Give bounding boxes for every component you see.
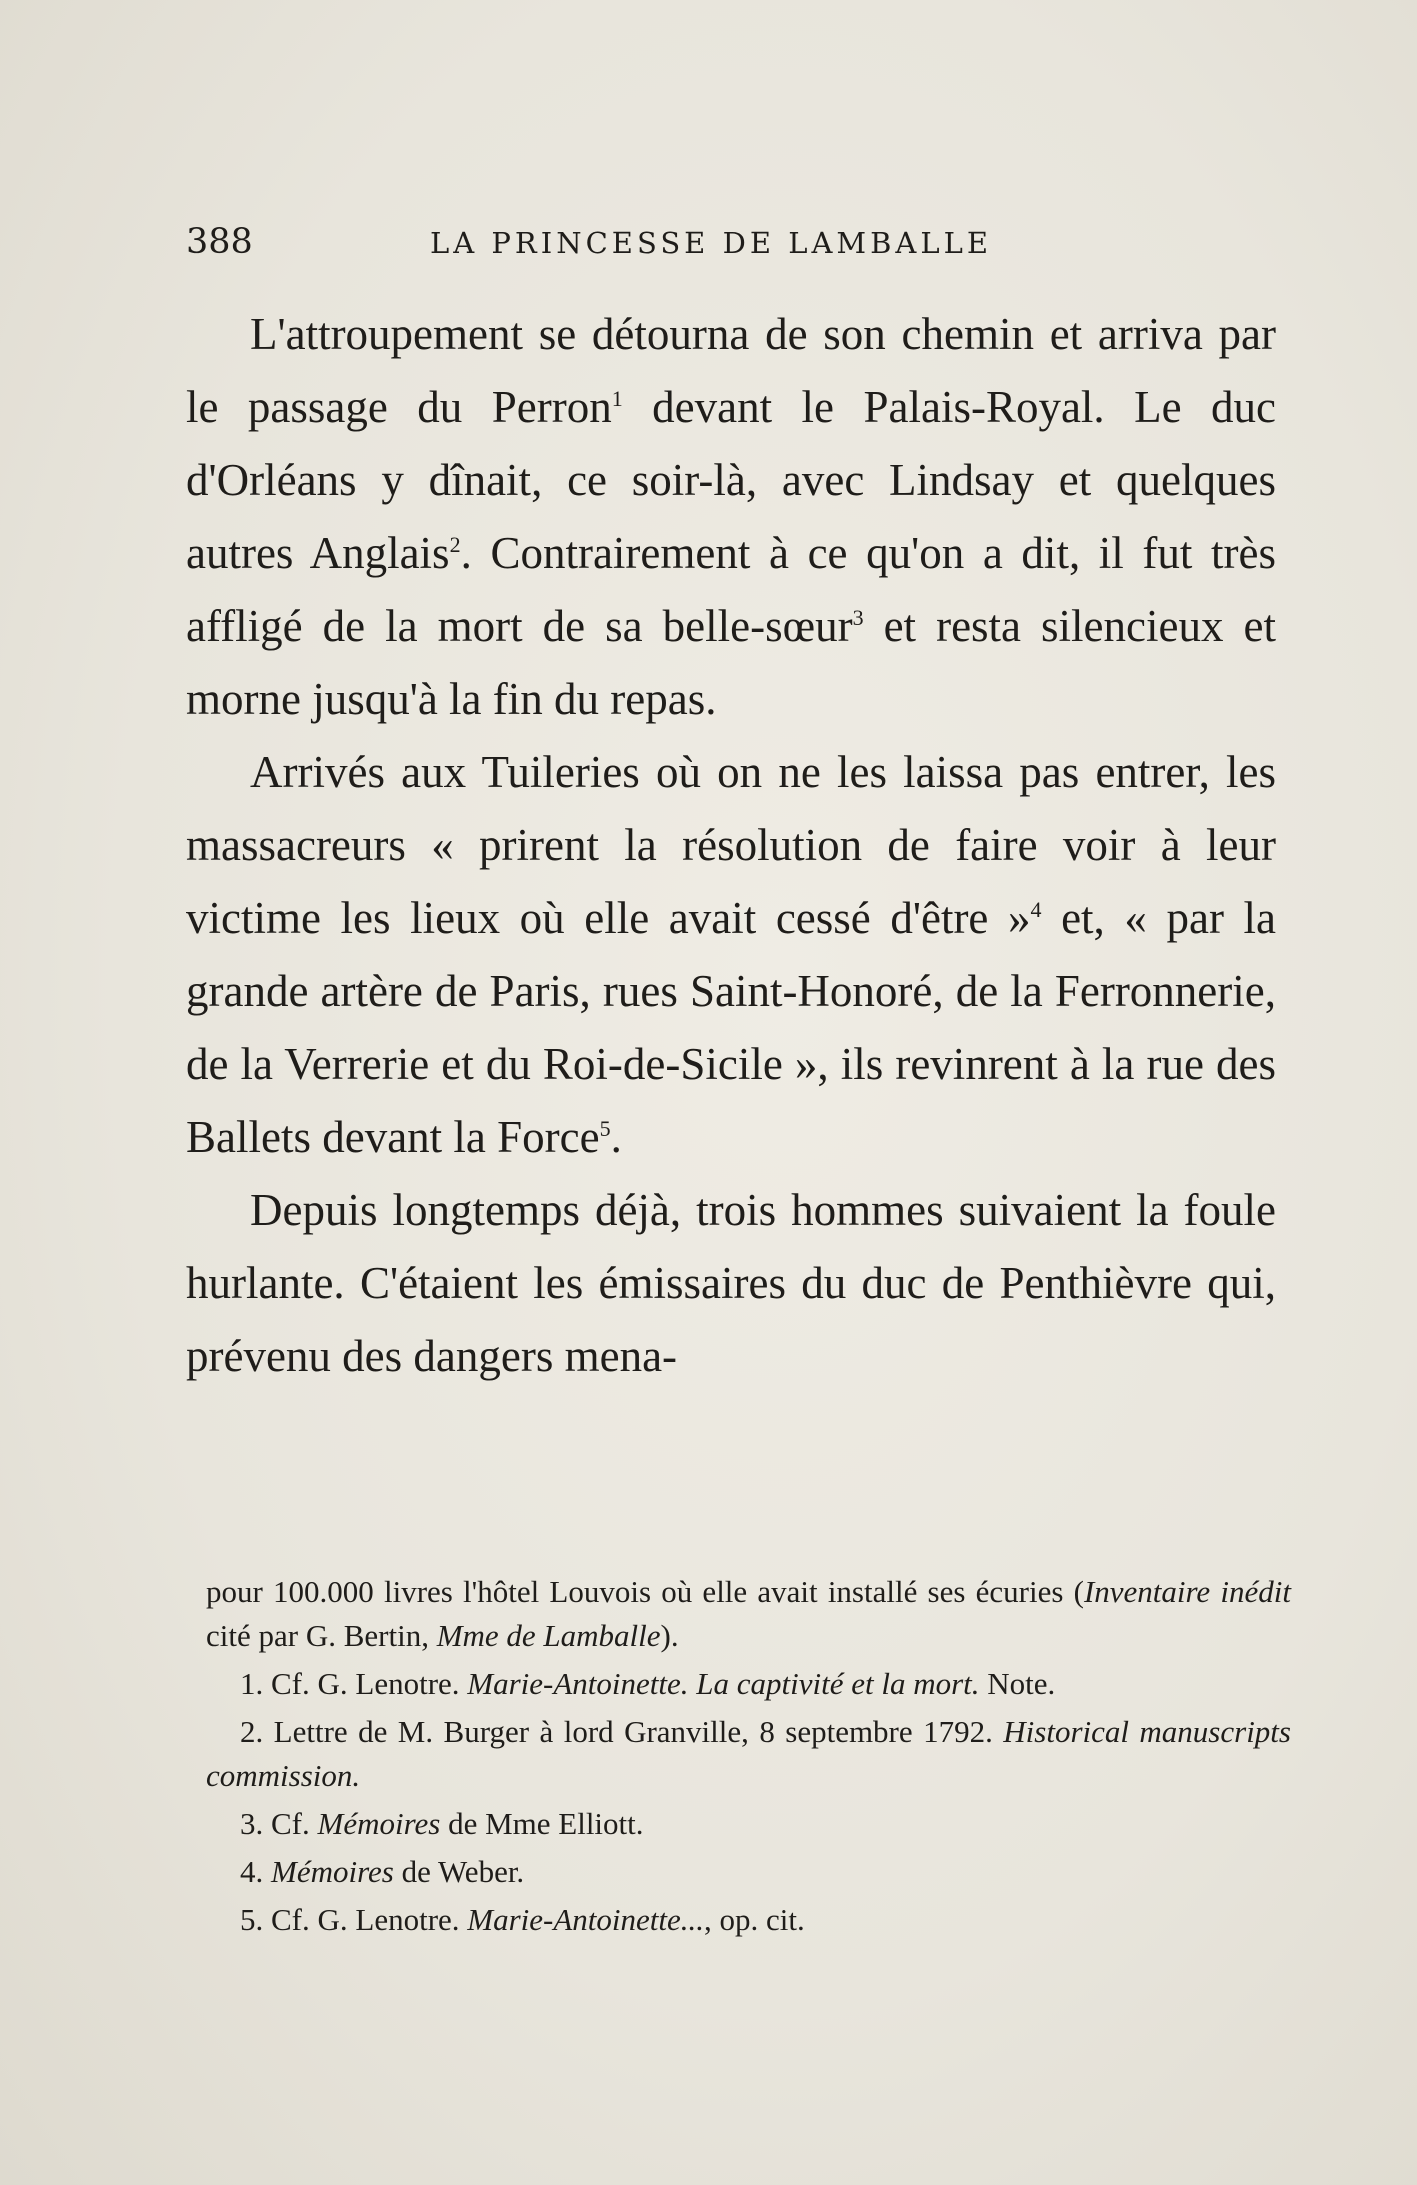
running-title: LA PRINCESSE DE LAMBALLE — [430, 226, 993, 260]
footnotes — [206, 1570, 1291, 1942]
footnote-ref: 2 — [449, 532, 461, 557]
body-text — [186, 298, 1276, 1393]
paragraph — [186, 1174, 1276, 1393]
footnote-ref: 1 — [611, 386, 623, 411]
footnote-number: 5. — [240, 1902, 264, 1937]
footnote-1 — [206, 1662, 1291, 1706]
paragraph — [186, 736, 1276, 1174]
text-run: Arrivés aux Tuileries où on ne les laissa pas entrer, les massacreurs « prirent la résolution de faire voir à leur victime les lieux où elle avait cessé d'être » — [186, 747, 1276, 943]
text-run: , op. cit. — [704, 1902, 805, 1937]
footnote-number: 1. — [240, 1666, 264, 1701]
text-run: Lettre de M. Burger à lord Granville, 8 septembre 1792. — [263, 1714, 1004, 1749]
text-run: pour 100.000 livres l'hôtel Louvois où elle avait installé ses écuries ( — [206, 1574, 1084, 1609]
text-run: devant le Palais-Royal. Le duc d'Orléans y dînait, ce soir-là, avec Lindsay et quelques autres Anglais — [186, 382, 1276, 578]
footnote-3 — [206, 1802, 1291, 1846]
footnote-number: 2. — [240, 1714, 264, 1749]
footnote-ref: 3 — [852, 605, 864, 630]
text-run: cité par G. Bertin, — [206, 1618, 437, 1653]
footnote-continuation — [206, 1570, 1291, 1658]
page-number: 388 — [186, 222, 253, 262]
footnote-number: 4. — [240, 1854, 264, 1889]
text-run: de Weber. — [393, 1854, 525, 1889]
italic-run: Marie-Antoinette. La captivité et la mort. — [467, 1666, 980, 1701]
footnote-number: 3. — [240, 1806, 264, 1841]
footnote-ref: 4 — [1030, 897, 1042, 922]
text-run: Cf. G. Lenotre. — [263, 1666, 468, 1701]
footnote-5 — [206, 1898, 1291, 1942]
footnote-ref: 5 — [599, 1116, 611, 1141]
italic-run: Mme de Lamballe — [436, 1618, 661, 1653]
text-run: et resta silencieux et morne jusqu'à la fin du repas. — [186, 601, 1276, 724]
paragraph — [186, 298, 1276, 736]
text-run: de Mme Elliott. — [440, 1806, 644, 1841]
text-run: et, « par la grande artère de Paris, rues Saint-Honoré, de la Ferronnerie, de la Verrerie et du Roi-de-Sicile », ils revinrent à la rue des Ballets devant la Force — [186, 893, 1276, 1162]
text-run: . — [610, 1112, 622, 1162]
footnote-4 — [206, 1850, 1291, 1894]
text-run: Cf. — [263, 1806, 318, 1841]
italic-run: Marie-Antoinette... — [467, 1902, 705, 1937]
text-run: ). — [660, 1618, 679, 1653]
text-run: . Contrairement à ce qu'on a dit, il fut très affligé de la mort de sa belle-sœur — [186, 528, 1277, 651]
text-run: L'attroupement se détourna de son chemin et arriva par le passage du Perron — [186, 309, 1276, 432]
text-run: Depuis longtemps déjà, trois hommes suivaient la foule hurlante. C'étaient les émissaires du duc de Penthièvre qui, prévenu des dangers mena- — [186, 1185, 1276, 1381]
italic-run: Mémoires — [263, 1854, 394, 1889]
italic-run: Mémoires — [317, 1806, 441, 1841]
footnote-2 — [206, 1710, 1291, 1798]
text-run: Cf. G. Lenotre. — [263, 1902, 468, 1937]
italic-run: Historical manuscripts commission. — [206, 1714, 1291, 1793]
italic-run: Inventaire inédit — [1083, 1574, 1291, 1609]
text-run: Note. — [979, 1666, 1056, 1701]
